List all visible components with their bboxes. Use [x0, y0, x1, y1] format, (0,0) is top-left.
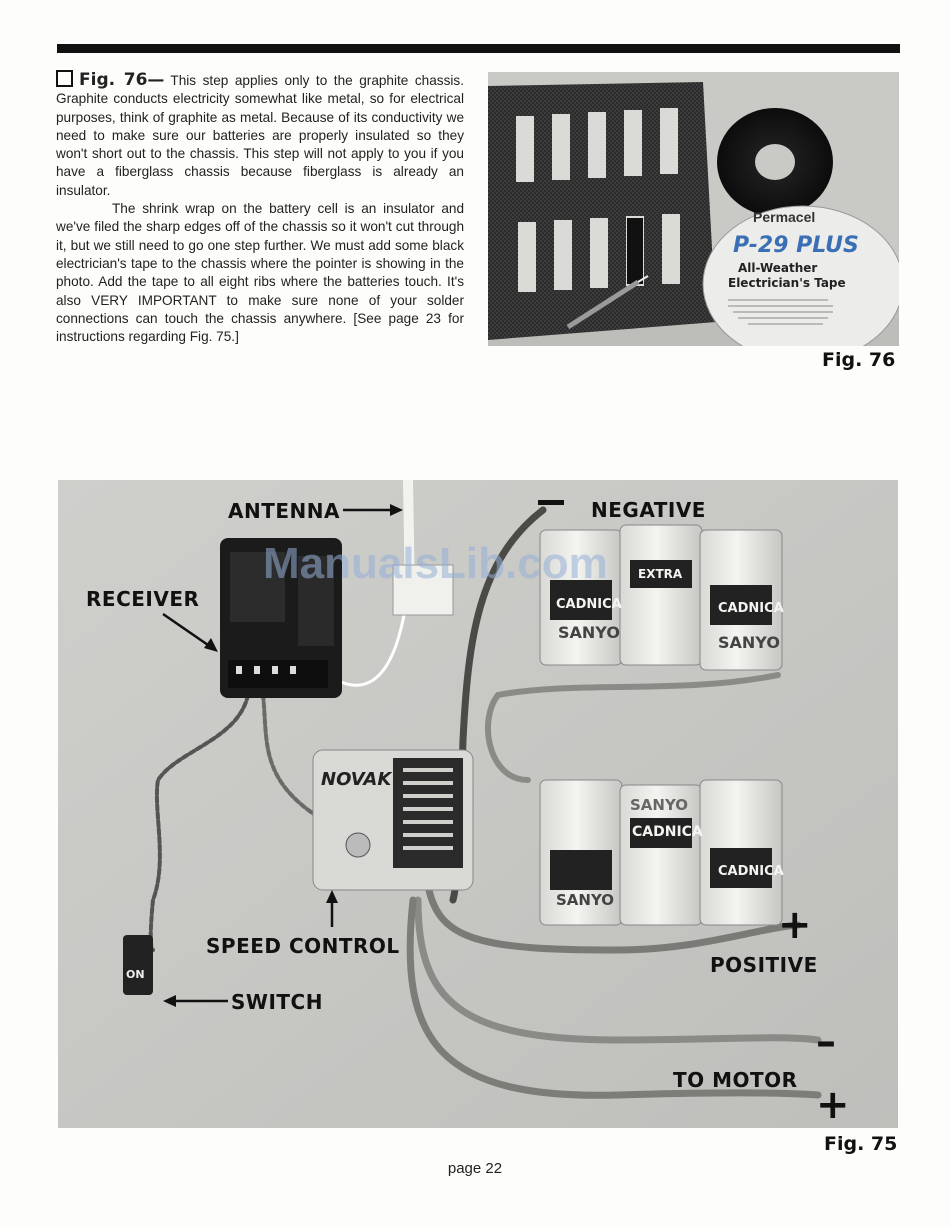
battery-brand-2: SANYO — [718, 633, 780, 652]
page-number: page 22 — [447, 1160, 503, 1177]
fig76-photo-art — [488, 72, 899, 346]
top-rule-thin — [462, 44, 900, 46]
negative-symbol-icon — [538, 500, 564, 505]
switch-body — [123, 935, 153, 995]
tape-product: P-29 PLUS — [733, 233, 859, 258]
fig75-photo — [58, 480, 898, 1128]
label-antenna: ANTENNA — [228, 499, 340, 523]
tape-brand: Permacel — [753, 209, 816, 225]
battery-sub-1: EXTRA — [638, 567, 683, 581]
battery-type-2: CADNICA — [718, 601, 784, 616]
battery-type-3: CADNICA — [632, 824, 703, 840]
tape-line2: Electrician's Tape — [728, 276, 846, 290]
tape-line1: All-Weather — [738, 261, 818, 275]
label-to-motor: TO MOTOR — [673, 1068, 798, 1092]
motor-minus-icon: – — [816, 1019, 836, 1065]
label-switch: SWITCH — [231, 990, 323, 1014]
fig75-caption: Fig. 75 — [824, 1133, 898, 1155]
battery-brand-3: SANYO — [630, 796, 689, 814]
fig76-text — [56, 70, 464, 346]
fig76-photo — [488, 72, 899, 346]
positive-symbol-icon: + — [778, 902, 812, 948]
controller-brand: NOVAK — [321, 769, 392, 790]
fig76-caption: Fig. 76 — [822, 349, 896, 371]
fig76-paragraph-2: The shrink wrap on the battery cell is an insulator and we've filed the sharp edges off of the chassis so it won't cut through it, but we still need to go one step further. We must add some black electrician's tape to the chassis where the pointer is showing in the photo. Add the tape to all eight ribs where the batteries touch. It's also VERY IMPORTANT to make sure none of your solder connections can touch the chassis anywhere. [See page 23 for instructions regarding Fig. 75.] — [56, 201, 464, 345]
label-positive: POSITIVE — [710, 953, 818, 977]
fig76-heading: Fig. 76— — [79, 70, 165, 90]
fig75-photo-art — [58, 480, 898, 1128]
fig76-paragraph-1 — [56, 70, 464, 200]
label-negative: NEGATIVE — [591, 498, 706, 522]
fig76-para1: This step applies only to the graphite chassis. Graphite conducts electricity somewhat like metal, so for electrical purposes, think of graphite as metal. Because of its conductivity we need to make sure our batteries are properly insulated so they won't short out to the chassis. This step will not apply to you if you have a fiberglass chassis because fiberglass is already an insulator. — [56, 73, 464, 198]
label-receiver: RECEIVER — [86, 587, 200, 611]
battery-brand-4: SANYO — [556, 891, 615, 909]
label-speed-control: SPEED CONTROL — [206, 934, 400, 958]
battery-type-1: CADNICA — [556, 597, 622, 612]
tape-strip — [627, 218, 643, 284]
watermark: ManualsLib.com — [263, 539, 608, 588]
motor-plus-icon: + — [816, 1082, 850, 1128]
switch-text: ON — [126, 968, 145, 981]
checkbox-icon[interactable] — [56, 70, 73, 87]
battery-type-4: CADNICA — [718, 864, 784, 879]
battery-brand-1: SANYO — [558, 623, 620, 642]
